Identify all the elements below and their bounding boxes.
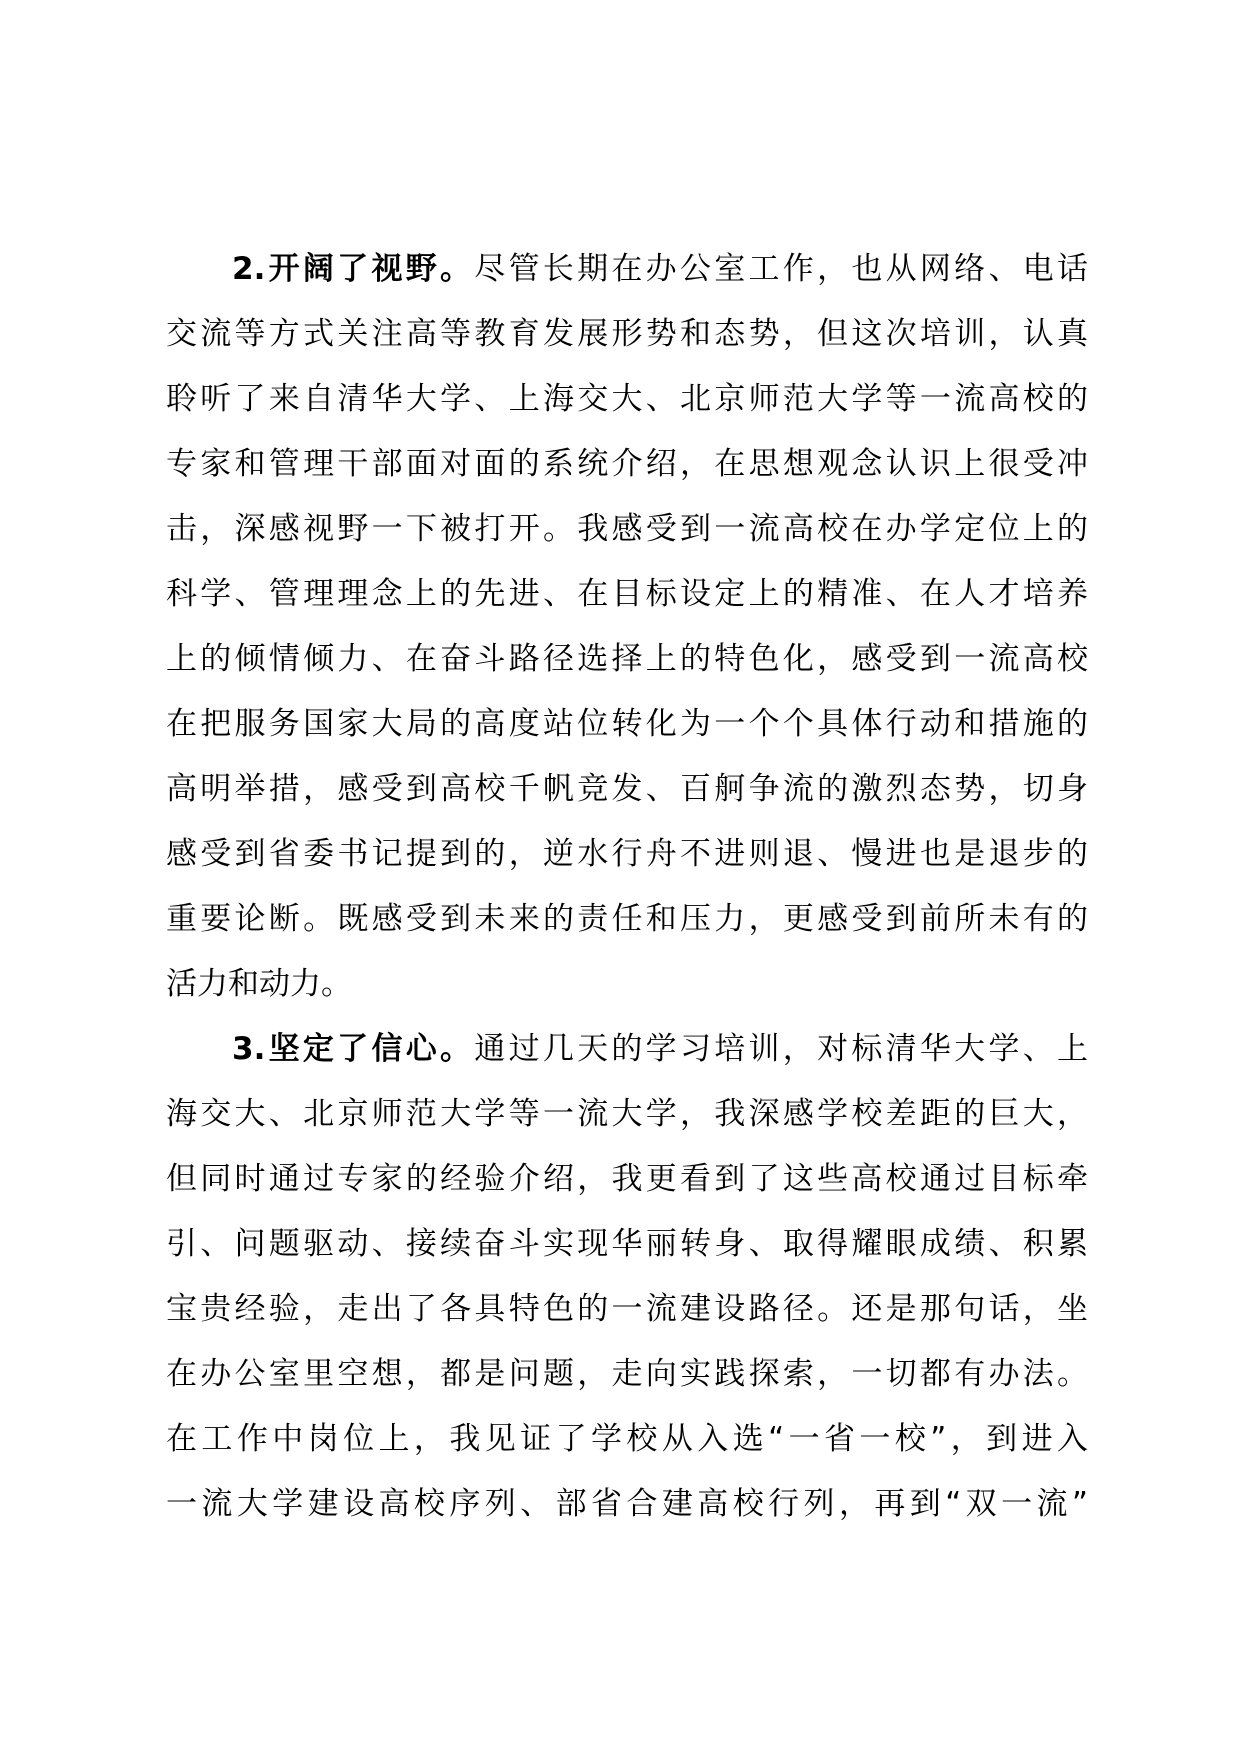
paragraph-3-line-1-text: 通过几天的学习培训，对标清华大学、上 (474, 1031, 1088, 1067)
paragraph-2-line-5: 击，深感视野一下被打开。我感受到一流高校在办学定位上的 (166, 511, 1088, 547)
paragraph-2-heading: 2.开阔了视野。 (232, 251, 475, 287)
paragraph-3-line-1 (166, 1017, 1088, 1082)
paragraph-3-line-8: 一流大学建设高校序列、部省合建高校行列，再到“双一流” (166, 1486, 1088, 1522)
paragraph-3-line-7: 在工作中岗位上，我见证了学校从入选“一省一校”，到进入 (166, 1421, 1088, 1457)
paragraph-3-line-6: 在办公室里空想，都是问题，走向实践探索，一切都有办法。 (166, 1356, 1088, 1392)
paragraph-3-heading: 3.坚定了信心。 (232, 1031, 475, 1067)
paragraph-3-line-2: 海交大、北京师范大学等一流大学，我深感学校差距的巨大， (166, 1096, 1088, 1132)
paragraph-3-line-3: 但同时通过专家的经验介绍，我更看到了这些高校通过目标牵 (166, 1161, 1088, 1197)
paragraph-2-line-1 (166, 237, 1088, 302)
paragraph-3-line-5: 宝贵经验，走出了各具特色的一流建设路径。还是那句话，坐 (166, 1291, 1088, 1327)
paragraph-2-line-4: 专家和管理干部面对面的系统介绍，在思想观念认识上很受冲 (166, 446, 1088, 482)
paragraph-2-line-8: 在把服务国家大局的高度站位转化为一个个具体行动和措施的 (166, 706, 1088, 742)
paragraph-2-line-7: 上的倾情倾力、在奋斗路径选择上的特色化，感受到一流高校 (166, 641, 1088, 677)
paragraph-2-line-12: 活力和动力。 (166, 966, 352, 1002)
paragraph-2-line-2: 交流等方式关注高等教育发展形势和态势，但这次培训，认真 (166, 316, 1088, 352)
paragraph-2-line-3: 聆听了来自清华大学、上海交大、北京师范大学等一流高校的 (166, 381, 1088, 417)
paragraph-2-line-11: 重要论断。既感受到未来的责任和压力，更感受到前所未有的 (166, 901, 1088, 937)
paragraph-2-line-9: 高明举措，感受到高校千帆竞发、百舸争流的激烈态势，切身 (166, 771, 1088, 807)
paragraph-2-line-6: 科学、管理理念上的先进、在目标设定上的精准、在人才培养 (166, 576, 1088, 612)
paragraph-2-line-1-text: 尽管长期在办公室工作，也从网络、电话 (474, 251, 1088, 287)
paragraph-2-line-10: 感受到省委书记提到的，逆水行舟不进则退、慢进也是退步的 (166, 836, 1088, 872)
body-text (166, 237, 1088, 1537)
paragraph-3-line-4: 引、问题驱动、接续奋斗实现华丽转身、取得耀眼成绩、积累 (166, 1226, 1088, 1262)
